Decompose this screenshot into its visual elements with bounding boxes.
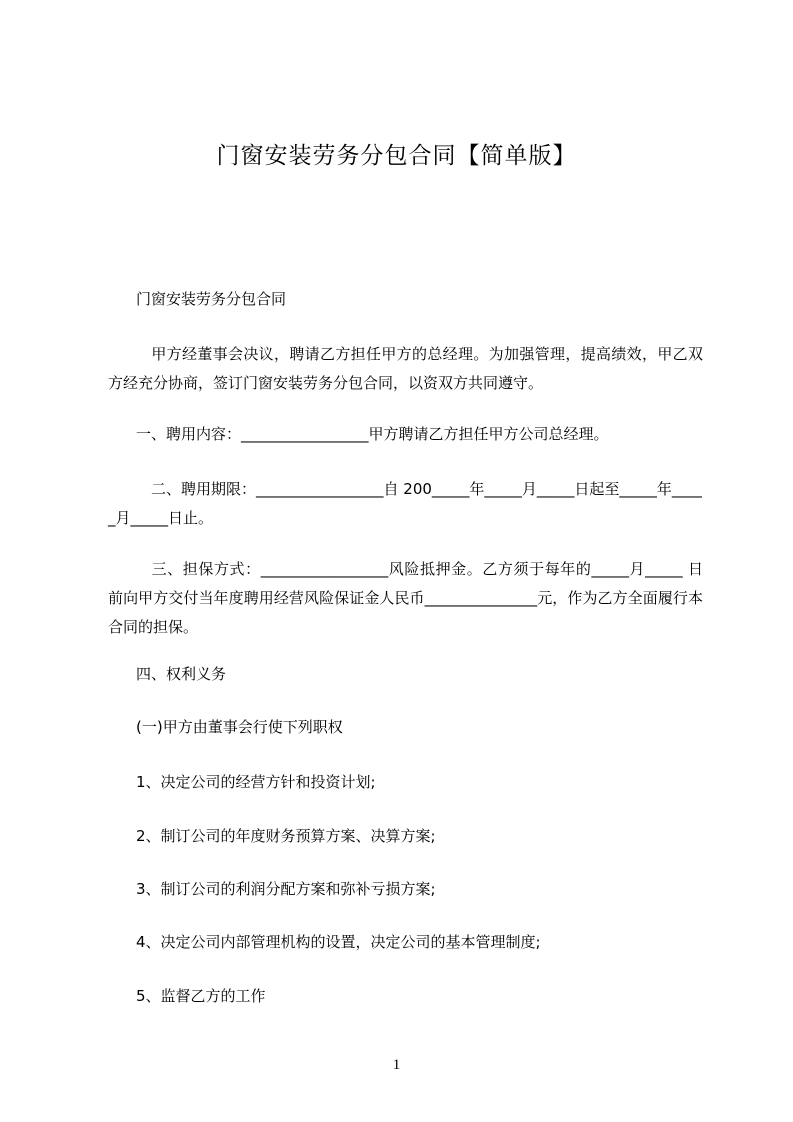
list-item: 1、决定公司的经营方针和投资计划; <box>136 773 376 791</box>
contract-subtitle: 门窗安装劳务分包合同 <box>136 290 287 308</box>
intro-paragraph: 甲方经董事会决议，聘请乙方担任甲方的总经理。为加强管理，提高绩效，甲乙双方经充分协商，签订门窗安装劳务分包合同，以资双方共同遵守。 <box>108 345 703 392</box>
clause-employment-content: 一、聘用内容：_________________甲方聘请乙方担任甲方公司总经理。 <box>136 425 609 443</box>
list-item: 3、制订公司的利润分配方案和弥补亏损方案; <box>136 880 436 898</box>
clause-guarantee: 三、担保方式：_________________风险抵押金。乙方须于每年的_____月_____ 日前向甲方交付当年度聘用经营风险保证金人民币_______________元，作为乙方全面履行本合同的担保。 <box>108 560 703 636</box>
list-item: 5、监督乙方的工作 <box>136 987 266 1005</box>
clause-employment-period: 二、聘用期限：_________________自 200_____年_____月_____日起至_____年_____月_____日止。 <box>108 480 702 527</box>
document-title: 门窗安装劳务分包合同【简单版】 <box>216 143 577 169</box>
page-number: 1 <box>392 1057 401 1073</box>
list-item: 2、制订公司的年度财务预算方案、决算方案; <box>136 827 436 845</box>
clause-rights-obligations: 四、权利义务 <box>136 665 227 683</box>
list-item: 4、决定公司内部管理机构的设置，决定公司的基本管理制度; <box>136 933 541 951</box>
subsection-board-powers: (一)甲方由董事会行使下列职权 <box>136 718 343 736</box>
